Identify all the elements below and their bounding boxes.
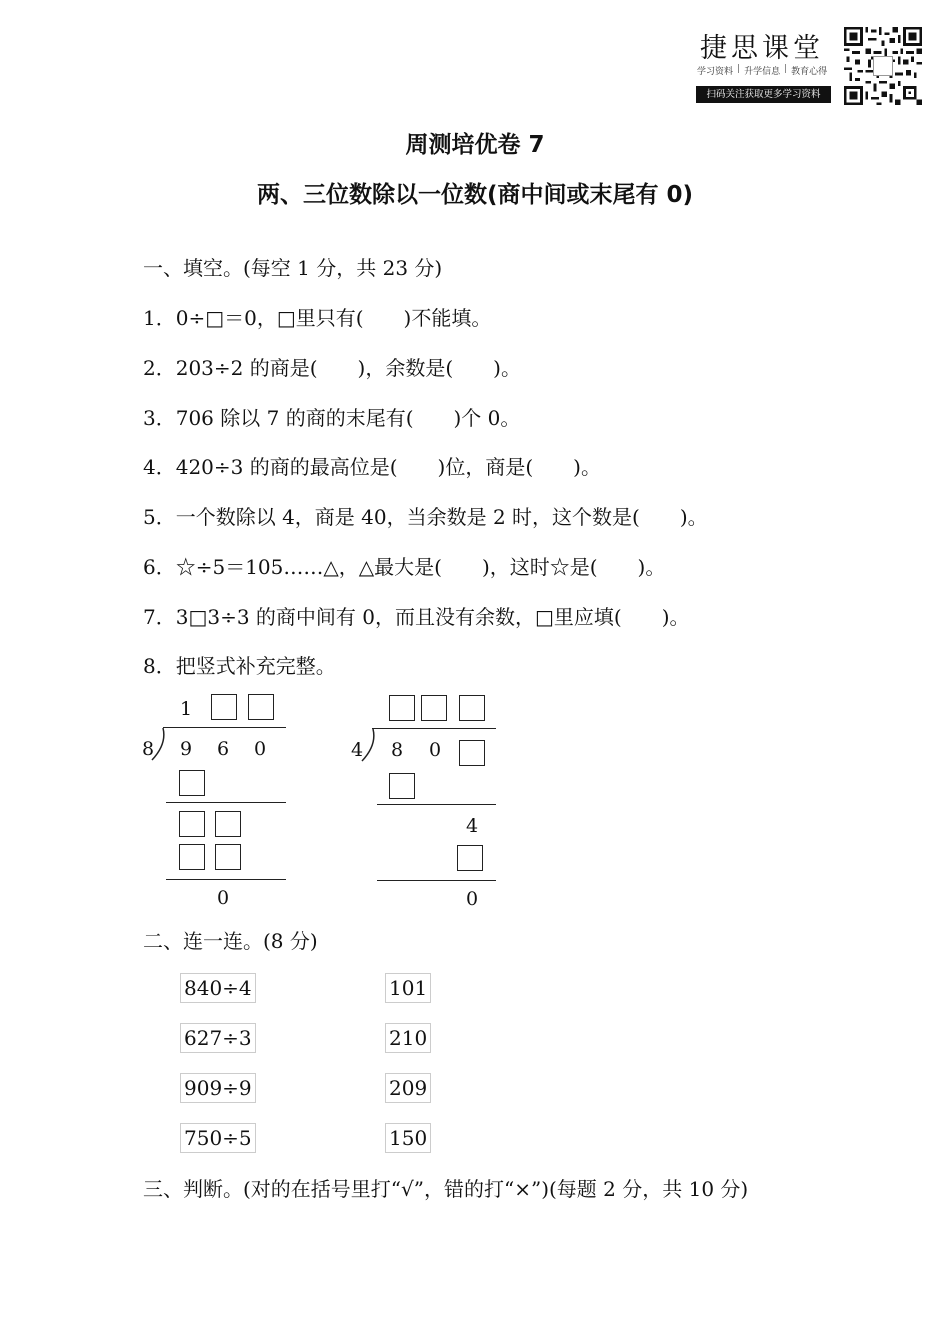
section-heading: 二、连一连。(8 分) — [143, 929, 318, 953]
answer-box[interactable] — [215, 811, 241, 837]
qr-code-icon — [844, 27, 922, 105]
section-heading: 三、判断。(对的在括号里打“√”，错的打“×”)(每题 2 分，共 10 分) — [143, 1177, 749, 1201]
division-bar — [372, 728, 496, 729]
brand-tag: 升学信息 — [744, 67, 781, 77]
question-2: 2．203÷2 的商是( )，余数是( )。 — [143, 356, 521, 380]
dividend-digit: 0 — [254, 738, 267, 760]
match-right-item[interactable]: 101 — [385, 973, 431, 1003]
answer-box[interactable] — [457, 845, 483, 871]
partial-digit: 4 — [466, 815, 479, 837]
answer-box[interactable] — [459, 740, 485, 766]
brand-tag: 教育心得 — [791, 67, 828, 77]
question-5: 5．一个数除以 4，商是 40，当余数是 2 时，这个数是( )。 — [143, 505, 708, 529]
answer-box[interactable] — [459, 695, 485, 721]
match-left-item[interactable]: 840÷4 — [180, 973, 256, 1003]
page-subtitle: 两、三位数除以一位数(商中间或末尾有 0) — [256, 182, 694, 208]
question-6: 6．☆÷5＝105……△，△最大是( )，这时☆是( )。 — [143, 555, 666, 579]
answer-box[interactable] — [215, 844, 241, 870]
divisor: 8 — [142, 738, 155, 760]
answer-box[interactable] — [389, 695, 415, 721]
question-1: 1．0÷□＝0，□里只有( )不能填。 — [143, 306, 492, 330]
match-left-item[interactable]: 750÷5 — [180, 1123, 256, 1153]
quotient-digit: 1 — [180, 698, 193, 720]
division-line — [377, 804, 496, 805]
answer-box[interactable] — [389, 773, 415, 799]
question-8: 8．把竖式补充完整。 — [143, 654, 336, 678]
answer-box[interactable] — [211, 694, 237, 720]
match-right-item[interactable]: 209 — [385, 1073, 431, 1103]
answer-box[interactable] — [421, 695, 447, 721]
page-title: 周测培优卷 7 — [405, 132, 545, 158]
division-line — [377, 880, 496, 881]
division-line — [166, 802, 286, 803]
dividend-digit: 6 — [217, 738, 230, 760]
division-bar — [163, 727, 286, 728]
remainder: 0 — [217, 887, 230, 909]
question-7: 7．3□3÷3 的商中间有 0，而且没有余数，□里应填( )。 — [143, 605, 690, 629]
answer-box[interactable] — [179, 844, 205, 870]
answer-box[interactable] — [179, 770, 205, 796]
question-3: 3．706 除以 7 的商的末尾有( )个 0。 — [143, 406, 521, 430]
brand-title: 捷思课堂 — [700, 33, 824, 64]
divider: | — [737, 64, 741, 74]
question-4: 4．420÷3 的商的最高位是( )位，商是( )。 — [143, 455, 601, 479]
match-left-item[interactable]: 627÷3 — [180, 1023, 256, 1053]
divider: | — [784, 64, 788, 74]
brand-bar: 扫码关注获取更多学习资料 — [696, 86, 831, 103]
section-heading: 一、填空。(每空 1 分，共 23 分) — [143, 256, 443, 280]
match-left-item[interactable]: 909÷9 — [180, 1073, 256, 1103]
brand-tags — [697, 64, 827, 77]
match-right-item[interactable]: 210 — [385, 1023, 431, 1053]
dividend-digit: 8 — [391, 739, 404, 761]
answer-box[interactable] — [248, 694, 274, 720]
brand-tag: 学习资料 — [697, 67, 734, 77]
dividend-digit: 9 — [180, 738, 193, 760]
division-line — [166, 879, 286, 880]
divisor: 4 — [351, 739, 364, 761]
remainder: 0 — [466, 888, 479, 910]
dividend-digit: 0 — [429, 739, 442, 761]
answer-box[interactable] — [179, 811, 205, 837]
match-right-item[interactable]: 150 — [385, 1123, 431, 1153]
